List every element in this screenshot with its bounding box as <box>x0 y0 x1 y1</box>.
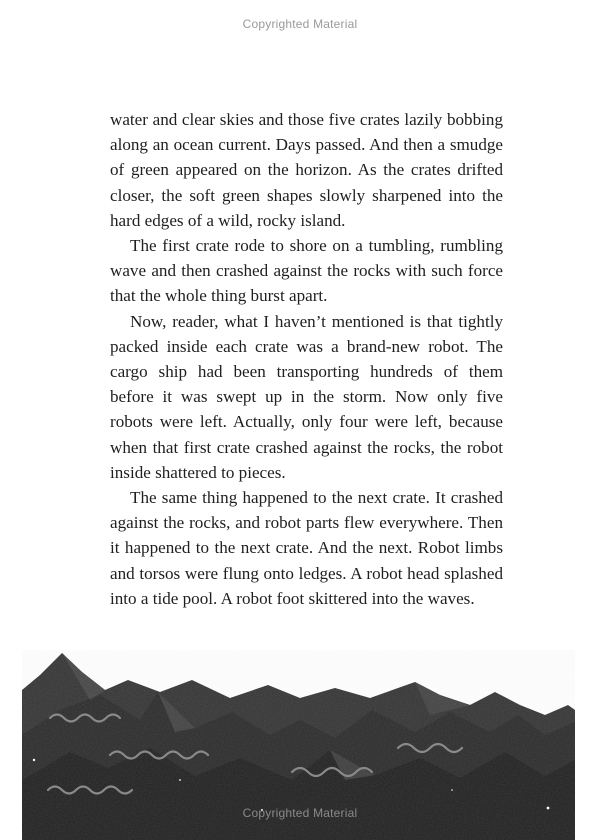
paragraph-1: water and clear skies and those five crates lazily bobbing along an ocean current. Days passed. And then a smudge of green appeared on the horizon. As the crates drifted closer, the soft green shapes slowly sharpened into the hard edges of a wild, rocky island. <box>110 110 503 230</box>
paragraph-2: The first crate rode to shore on a tumbling, rumbling wave and then crashed against the rocks with such force that the whole thing burst apart. <box>110 236 503 306</box>
copyright-watermark-bottom: Copyrighted Material <box>242 806 358 820</box>
paragraph-4: The same thing happened to the next crate. It crashed against the rocks, and robot parts flew everywhere. Then it happened to the next crate. And the next. Robot limbs and torsos were flung onto ledges. A robot head splashed into a tide pool. A robot foot skittered into the waves. <box>110 488 503 608</box>
paragraph-3: Now, reader, what I haven’t mentioned is that tightly packed inside each crate was a brand-new robot. The cargo ship had been transporting hundreds of them before it was swept up in the storm. Now only five robots were left. Actually, only four were left, because when that first crate crashed against the rocks, the robot inside shattered to pieces. <box>110 311 503 482</box>
copyright-watermark-top: Copyrighted Material <box>242 17 358 31</box>
speckle <box>179 779 181 781</box>
speckle <box>33 759 35 761</box>
speckle <box>451 789 453 791</box>
page-body-text <box>110 107 503 611</box>
